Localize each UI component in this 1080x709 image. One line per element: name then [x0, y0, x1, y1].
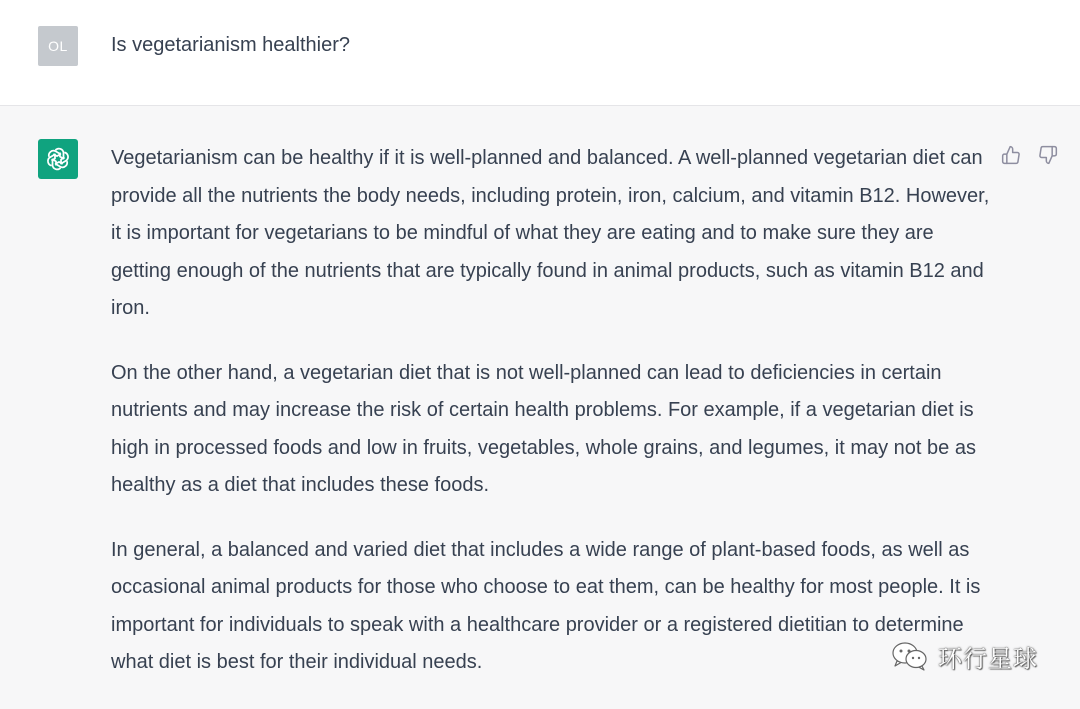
response-paragraph-3: In general, a balanced and varied diet that includes a wide range of plant-based foods, as well as occasional animal products for those who choose to eat them, can be healthy for most people. It is important for individuals to speak with a healthcare provider or a registered dietitian to determine what diet is best for their individual needs. [111, 538, 981, 673]
assistant-message-row [0, 106, 1080, 706]
assistant-response [111, 140, 991, 709]
response-paragraph-1: Vegetarianism can be healthy if it is well-planned and balanced. A well-planned vegetarian diet can provide all the nutrients the body needs, including protein, iron, calcium, and vitamin B12. However, it is important for vegetarians to be mindful of what they are eating and to make sure they are getting enough of the nutrients that are typically found in animal products, such as vitamin B12 and iron. [111, 147, 990, 319]
user-message-row [0, 0, 1080, 106]
thumbs-up-icon [1001, 145, 1021, 165]
thumbs-down-icon [1038, 145, 1058, 165]
watermark-text: 环行星球 [938, 644, 1038, 673]
watermark [890, 636, 1038, 676]
thumbs-down-button[interactable] [1037, 144, 1059, 166]
thumbs-up-button[interactable] [1000, 144, 1022, 166]
user-avatar [38, 26, 78, 66]
user-message-text: Is vegetarianism healthier? [111, 34, 351, 56]
wechat-icon [890, 640, 930, 672]
assistant-avatar [38, 139, 78, 179]
response-paragraph-2: On the other hand, a vegetarian diet that is not well-planned can lead to deficiencies in certain nutrients and may increase the risk of certain health problems. For example, if a vegetarian diet is high in processed foods and low in fruits, vegetables, whole grains, and legumes, it may not be as healthy as a diet that includes these foods. [111, 361, 976, 496]
user-avatar-initials: OL [48, 38, 68, 54]
openai-logo-icon [44, 145, 72, 173]
